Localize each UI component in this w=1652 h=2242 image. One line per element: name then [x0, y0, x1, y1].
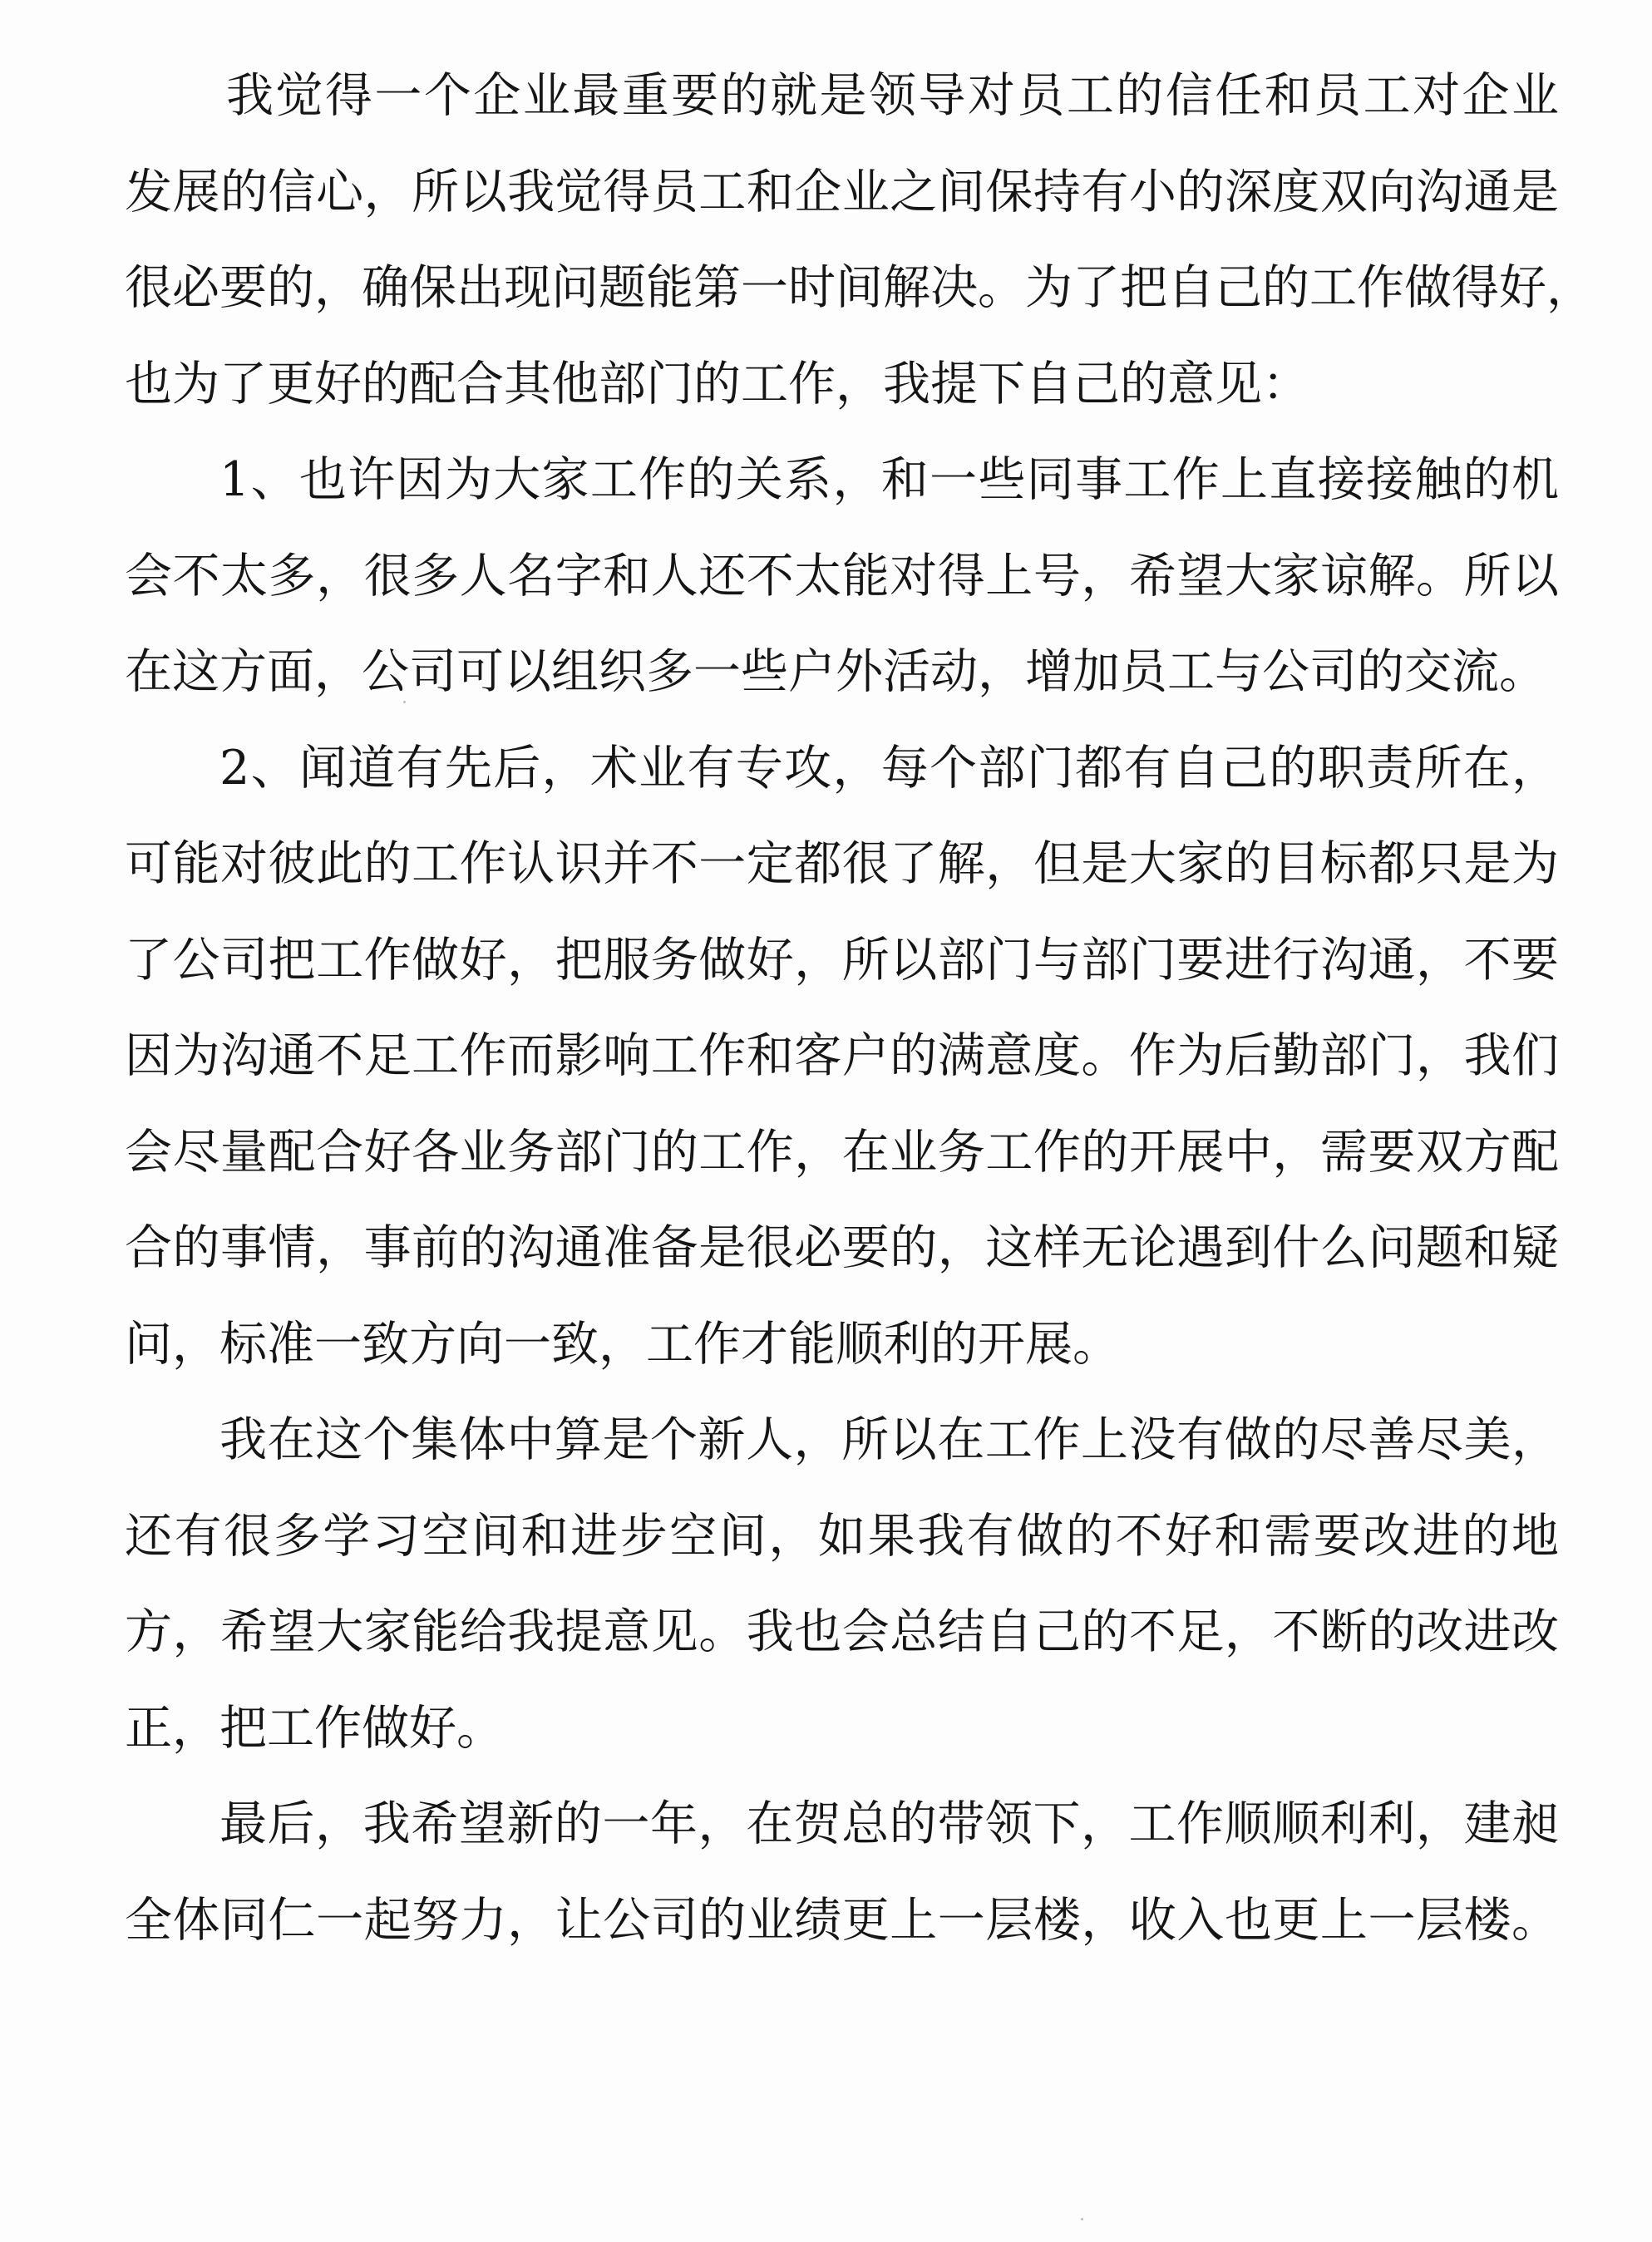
text-line: 可能对彼此的工作认识并不一定都很了解，但是大家的目标都只是为 [125, 836, 1559, 891]
text-line: 发展的信心，所以我觉得员工和企业之间保持有小的深度双向沟通是 [125, 164, 1559, 219]
text-line: 最后，我希望新的一年，在贺总的带领下，工作顺顺利利，建昶 [219, 1796, 1559, 1851]
paragraph-point-2 [125, 721, 1559, 1393]
text-line: 1、也许因为大家工作的关系，和一些同事工作上直接接触的机 [219, 452, 1559, 507]
paragraph-point-1 [125, 432, 1559, 721]
text-line: 2、闻道有先后，术业有专攻，每个部门都有自己的职责所在， [219, 740, 1559, 796]
text-line: 很必要的，确保出现问题能第一时间解决。为了把自己的工作做得好， [125, 260, 1594, 315]
document-body [125, 48, 1594, 1969]
text-line: 方，希望大家能给我提意见。我也会总结自己的不足，不断的改进改 [125, 1604, 1559, 1659]
text-line: 因为沟通不足工作而影响工作和客户的满意度。作为后勤部门，我们 [125, 1028, 1559, 1083]
text-line: 我觉得一个企业最重要的就是领导对员工的信任和员工对企业 [226, 68, 1559, 123]
text-line: 会尽量配合好各业务部门的工作，在业务工作的开展中，需要双方配 [125, 1124, 1559, 1180]
text-line: 问，标准一致方向一致，工作才能顺利的开展。 [125, 1316, 1120, 1372]
text-line: 还有很多学习空间和进步空间，如果我有做的不好和需要改进的地 [125, 1508, 1559, 1564]
paragraph-intro [125, 48, 1594, 432]
text-line: 我在这个集体中算是个新人，所以在工作上没有做的尽善尽美， [219, 1412, 1559, 1467]
text-line: 会不太多，很多人名字和人还不太能对得上号，希望大家谅解。所以 [125, 548, 1559, 604]
text-line: 合的事情，事前的沟通准备是很必要的，这样无论遇到什么问题和疑 [125, 1220, 1559, 1275]
text-line: 全体同仁一起努力，让公司的业绩更上一层楼，收入也更上一层楼。 [125, 1892, 1559, 1948]
text-line: 在这方面，公司可以组织多一些户外活动，增加员工与公司的交流。 [125, 644, 1546, 699]
text-line: 了公司把工作做好，把服务做好，所以部门与部门要进行沟通，不要 [125, 932, 1559, 988]
scan-speck [1081, 2218, 1083, 2220]
text-line: 也为了更好的配合其他部门的工作，我提下自己的意见： [125, 356, 1309, 411]
scan-speck [403, 701, 406, 703]
text-line: 正，把工作做好。 [125, 1700, 504, 1756]
paragraph-newcomer [125, 1392, 1559, 1776]
paragraph-closing [125, 1776, 1559, 1969]
